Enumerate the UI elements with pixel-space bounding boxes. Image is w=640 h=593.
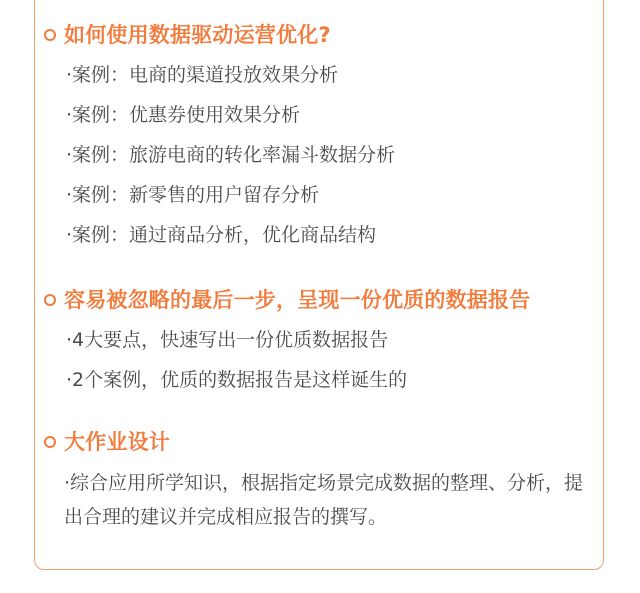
section-title: 如何使用数据驱动运营优化? [64, 23, 331, 47]
section-header [0, 285, 640, 315]
list-item: ·综合应用所学知识，根据指定场景完成数据的整理、分析，提出合理的建议并完成相应报告的撰写。 [64, 472, 584, 528]
list-item: ·案例：新零售的用户留存分析 [66, 184, 320, 206]
circle-bullet-icon [44, 29, 56, 41]
section-title: 大作业设计 [64, 430, 170, 454]
list-item: ·案例：旅游电商的转化率漏斗数据分析 [66, 144, 396, 166]
section-header [0, 20, 640, 50]
section-data-driven-ops [0, 20, 640, 50]
section-header [0, 427, 640, 457]
list-item: ·2个案例，优质的数据报告是这样诞生的 [66, 369, 408, 391]
list-item: ·案例：电商的渠道投放效果分析 [66, 64, 339, 86]
list-item: ·案例：优惠券使用效果分析 [66, 104, 301, 126]
circle-bullet-icon [44, 436, 56, 448]
section-final-project [0, 427, 640, 457]
section-data-report [0, 285, 640, 315]
list-item: ·案例：通过商品分析，优化商品结构 [66, 224, 377, 246]
list-item: ·4大要点，快速写出一份优质数据报告 [66, 329, 389, 351]
circle-bullet-icon [44, 294, 56, 306]
section-title: 容易被忽略的最后一步，呈现一份优质的数据报告 [64, 288, 531, 312]
